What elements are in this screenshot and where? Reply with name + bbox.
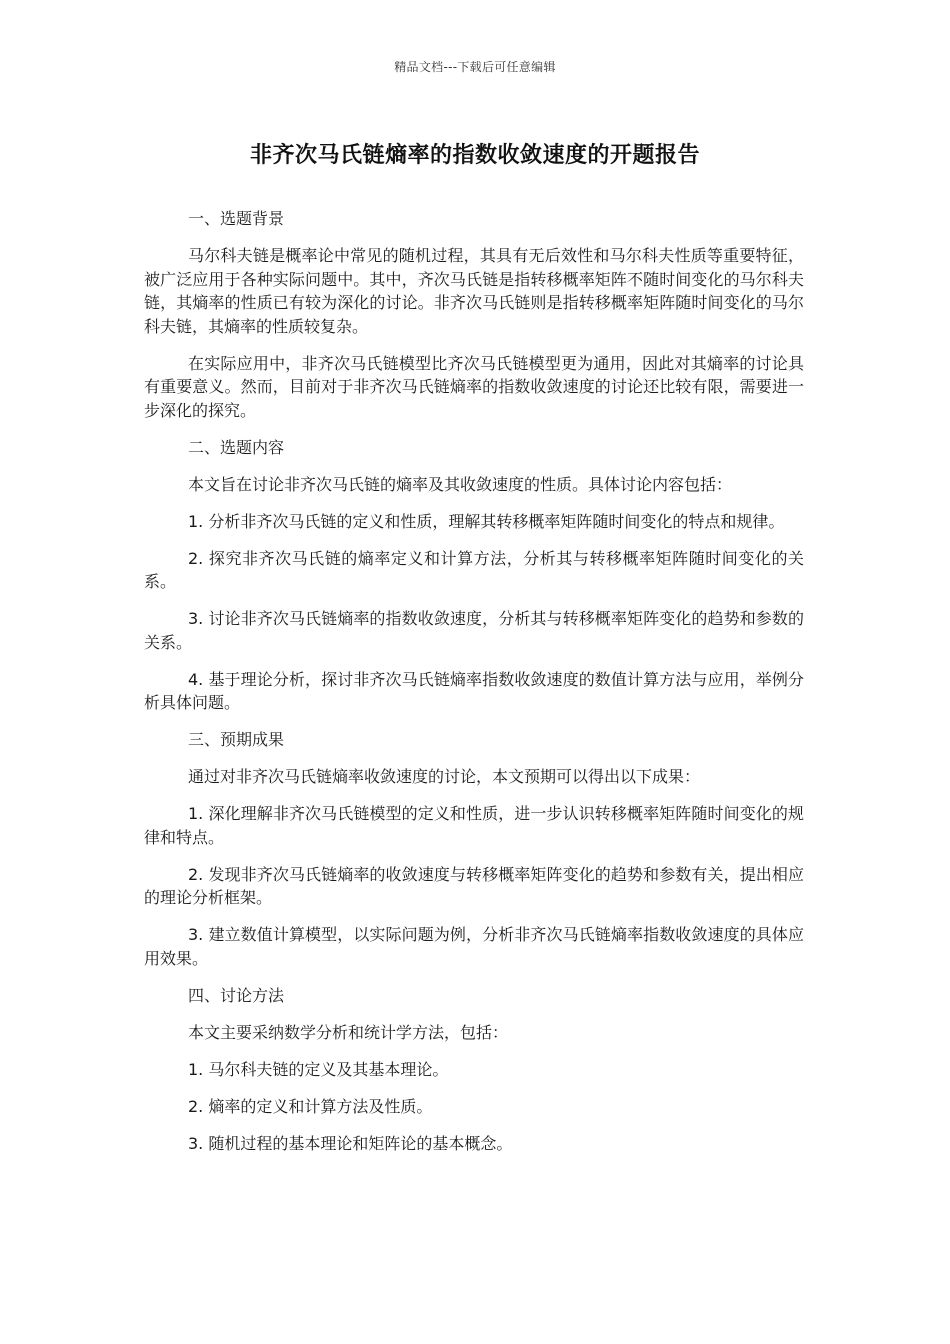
paragraph: 本文旨在讨论非齐次马氏链的熵率及其收敛速度的性质。具体讨论内容包括： — [188, 474, 733, 494]
list-item: 1. 分析非齐次马氏链的定义和性质，理解其转移概率矩阵随时间变化的特点和规律。 — [188, 511, 785, 531]
list-item: 2. 发现非齐次马氏链熵率的收敛速度与转移概率矩阵变化的趋势和参数有关，提出相应的理论分析框架。 — [144, 864, 804, 907]
paragraph: 马尔科夫链是概率论中常见的随机过程，其具有无后效性和马尔科夫性质等重要特征，被广泛应用于各种实际问题中。其中，齐次马氏链是指转移概率矩阵不随时间变化的马尔科夫链，其熵率的性质已有较为深化的讨论。非齐次马氏链则是指转移概率矩阵随时间变化的马尔科夫链，其熵率的性质较复杂。 — [144, 246, 804, 336]
paragraph: 本文主要采纳数学分析和统计学方法，包括： — [188, 1022, 509, 1042]
section-heading-content: 二、选题内容 — [188, 437, 285, 457]
section-heading-expected-results: 三、预期成果 — [188, 730, 285, 749]
list-item: 1. 深化理解非齐次马氏链模型的定义和性质，进一步认识转移概率矩阵随时间变化的规律和特点。 — [144, 804, 804, 847]
paragraph: 在实际应用中，非齐次马氏链模型比齐次马氏链模型更为通用，因此对其熵率的讨论具有重要意义。然而，目前对于非齐次马氏链熵率的指数收敛速度的讨论还比较有限，需要进一步深化的探究。 — [144, 353, 804, 420]
page-header-watermark: 精品文档---下载后可任意编辑 — [394, 60, 556, 74]
section-heading-methods: 四、讨论方法 — [188, 985, 285, 1005]
list-item: 4. 基于理论分析，探讨非齐次马氏链熵率指数收敛速度的数值计算方法与应用，举例分析具体问题。 — [144, 669, 804, 712]
document-title: 非齐次马氏链熵率的指数收敛速度的开题报告 — [249, 143, 700, 168]
list-item: 3. 随机过程的基本理论和矩阵论的基本概念。 — [188, 1133, 513, 1153]
list-item: 2. 熵率的定义和计算方法及性质。 — [188, 1096, 433, 1116]
list-item: 2. 探究非齐次马氏链的熵率定义和计算方法，分析其与转移概率矩阵随时间变化的关系。 — [144, 548, 804, 591]
list-item: 1. 马尔科夫链的定义及其基本理论。 — [188, 1059, 449, 1079]
list-item: 3. 建立数值计算模型，以实际问题为例，分析非齐次马氏链熵率指数收敛速度的具体应用效果。 — [144, 925, 804, 968]
paragraph: 通过对非齐次马氏链熵率收敛速度的讨论，本文预期可以得出以下成果： — [188, 767, 701, 786]
document-body — [144, 207, 804, 1169]
section-heading-background: 一、选题背景 — [188, 209, 285, 228]
list-item: 3. 讨论非齐次马氏链熵率的指数收敛速度，分析其与转移概率矩阵变化的趋势和参数的关系。 — [144, 609, 804, 652]
